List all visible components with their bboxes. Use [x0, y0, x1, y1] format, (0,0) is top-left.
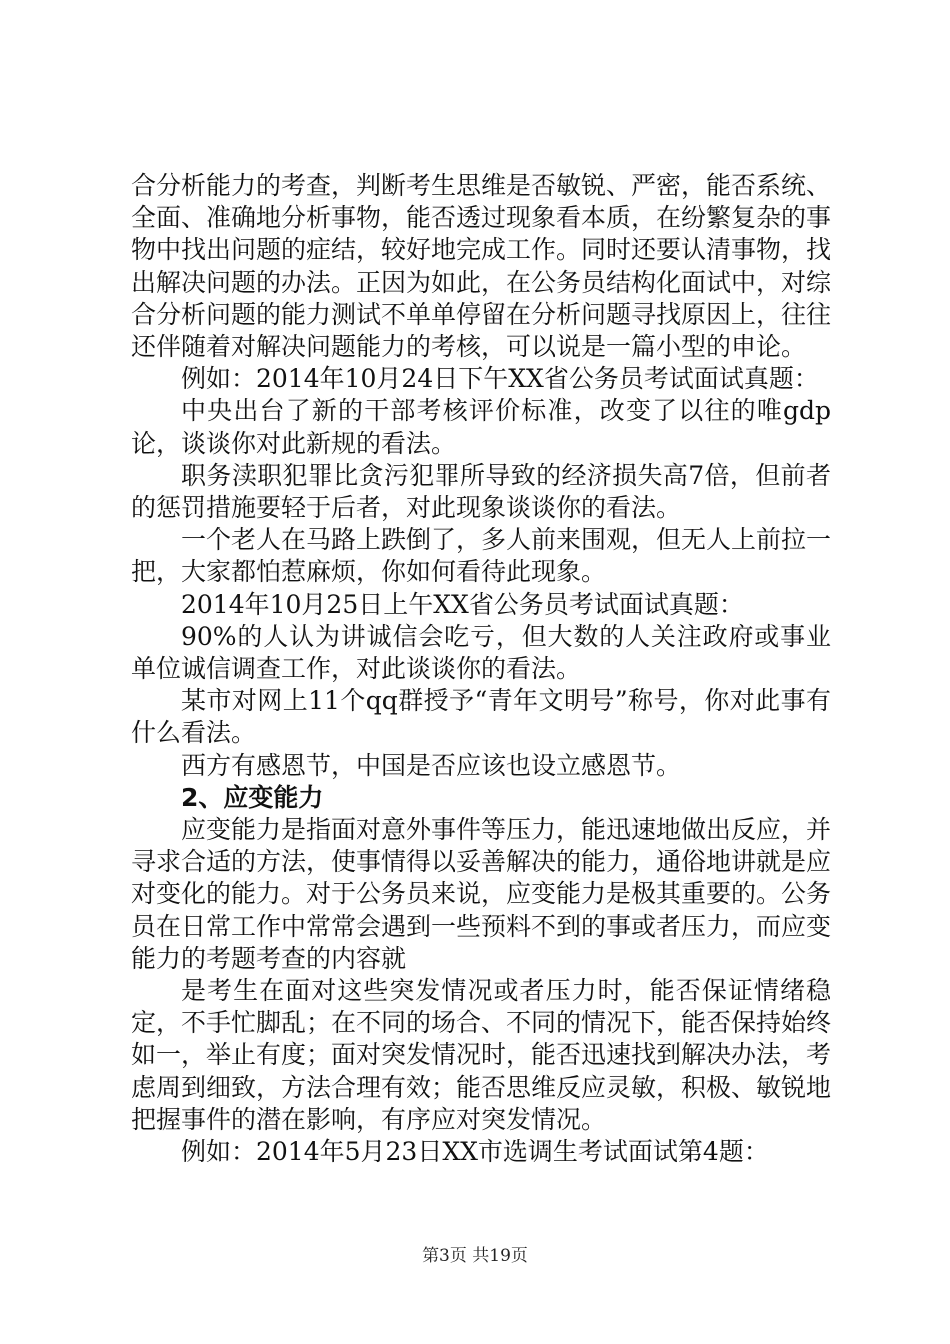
- paragraph-example-header-2: 2014年10月25日上午XX省公务员考试面试真题：: [181, 589, 744, 619]
- paragraph-question-5: 某市对网上11个qq群授予“青年文明号”称号，你对此事有什么看法。: [131, 686, 831, 748]
- page-number-footer: 第3页 共19页: [422, 1246, 528, 1266]
- section-heading: 2、应变能力: [181, 782, 324, 812]
- paragraph-analysis-intro: 合分析能力的考查，判断考生思维是否敏锐、严密，能否系统、全面、准确地分析事物，能否透过现象看本质，在纷繁复杂的事物中找出问题的症结，较好地完成工作。同时还要认清事物，找出解决问题的办法。正因为如此，在公务员结构化面试中，对综合分析问题的能力测试不单单停留在分析问题寻找原因上，往往还伴随着对解决问题能力的考核，可以说是一篇小型的申论。: [131, 171, 832, 362]
- paragraph-example-header: 例如：2014年10月24日下午XX省公务员考试面试真题：: [181, 364, 819, 394]
- paragraph-question-3: 一个老人在马路上跌倒了，多人前来围观，但无人上前拉一把，大家都怕惹麻烦，你如何看待此现象。: [131, 525, 832, 587]
- paragraph-question-1: 中央出台了新的干部考核评价标准，改变了以往的唯gdp论，谈谈你对此新规的看法。: [131, 396, 831, 458]
- paragraph-question-6: 西方有感恩节，中国是否应该也设立感恩节。: [181, 750, 682, 780]
- paragraph-question-2: 职务渎职犯罪比贪污犯罪所导致的经济损失高7倍，但前者的惩罚措施要轻于后者，对此现象谈谈你的看法。: [131, 460, 831, 523]
- document-body: [131, 170, 831, 1168]
- paragraph-adaptability-intro: 应变能力是指面对意外事件等压力，能迅速地做出反应，并寻求合适的方法，使事情得以妥善解决的能力，通俗地讲就是应对变化的能力。对于公务员来说，应变能力是极其重要的。公务员在日常工作中常常会遇到一些预料不到的事或者压力，而应变能力的考题考查的内容就: [131, 815, 832, 973]
- paragraph-adaptability-detail: 是考生在面对这些突发情况或者压力时，能否保证情绪稳定，不手忙脚乱；在不同的场合、不同的情况下，能否保持始终如一，举止有度；面对突发情况时，能否迅速找到解决办法，考虑周到细致，方法合理有效；能否思维反应灵敏，积极、敏锐地把握事件的潜在影响，有序应对突发情况。: [131, 976, 832, 1134]
- paragraph-example-header-3: 例如：2014年5月23日XX市选调生考试面试第4题：: [181, 1137, 769, 1167]
- paragraph-question-4: 90%的人认为讲诚信会吃亏，但大数的人关注政府或事业单位诚信调查工作，对此谈谈你的看法。: [131, 621, 831, 684]
